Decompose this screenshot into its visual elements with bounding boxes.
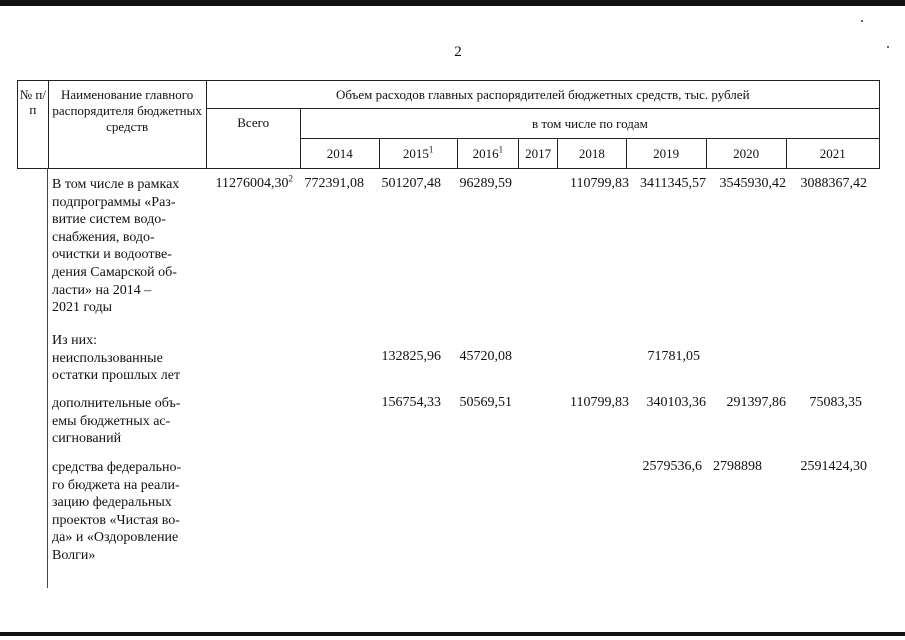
year-header-2019: 2019: [626, 139, 706, 169]
row-3-2021: 2591424,30: [800, 459, 867, 474]
row-1-2016: 45720,08: [459, 349, 512, 364]
row-0-2014: 772391,08: [304, 176, 364, 191]
row-1-name: Из них: неиспользованные остатки прошлых лет: [52, 333, 181, 384]
row-2-2018: 110799,83: [570, 395, 629, 410]
row-1-2019: 71781,05: [647, 349, 700, 364]
column-divider: [47, 168, 48, 588]
page-number: 2: [454, 44, 462, 60]
year-header-2015: 2015$^1$: [379, 139, 457, 169]
col-no-header: № п/п: [18, 81, 49, 169]
row-3-name: средства федерально- го бюджета на реали- зацию федеральных проектов «Чистая во- да» и «Оздоровление Волги»: [52, 460, 182, 563]
row-2-2019: 340103,36: [646, 395, 706, 410]
top-rule: [0, 0, 905, 6]
col-name-header: Наименование главного распорядителя бюджетных средств: [48, 81, 206, 169]
year-header-2014: 2014: [300, 139, 379, 169]
row-0-2018: 110799,83: [570, 176, 629, 191]
col-total-header: Всего: [206, 109, 300, 169]
row-3-2020: 2798898: [713, 459, 762, 474]
row-3-2019: 2579536,6: [642, 459, 702, 474]
row-0-2016: 96289,59: [459, 176, 512, 191]
row-0-2020: 3545930,42: [719, 176, 786, 191]
row-0-2021: 3088367,42: [800, 176, 867, 191]
row-2-name: дополнительные объ- емы бюджетных ас- сигнований: [52, 396, 181, 447]
col-by-years-header: в том числе по годам: [300, 109, 879, 139]
row-2-2021: 75083,35: [809, 395, 862, 410]
row-0-total: 11276004,30$^2$: [215, 173, 293, 191]
row-2-2016: 50569,51: [459, 395, 512, 410]
row-0-2015: 501207,48: [381, 176, 441, 191]
table-header: [17, 80, 880, 169]
year-header-2017: 2017: [519, 139, 558, 169]
year-header-2016: 2016$^1$: [457, 139, 518, 169]
col-volume-header: Объем расходов главных распорядителей бюджетных средств, тыс. рублей: [206, 81, 879, 109]
row-2-2015: 156754,33: [381, 395, 441, 410]
year-header-2021: 2021: [786, 139, 879, 169]
bottom-rule: [0, 632, 905, 636]
row-0-2019: 3411345,57: [640, 176, 706, 191]
year-header-2018: 2018: [558, 139, 627, 169]
scan-speck: [887, 46, 889, 48]
row-2-2020: 291397,86: [726, 395, 786, 410]
scan-speck: [861, 20, 863, 22]
row-0-name: В том числе в рамках подпрограммы «Раз- витие систем водо- снабжения, водо- очистки и водоотве- дения Самарской об- ласти» на 2014 – 2021 годы: [52, 177, 180, 316]
row-1-2015: 132825,96: [381, 349, 441, 364]
year-header-2020: 2020: [706, 139, 786, 169]
